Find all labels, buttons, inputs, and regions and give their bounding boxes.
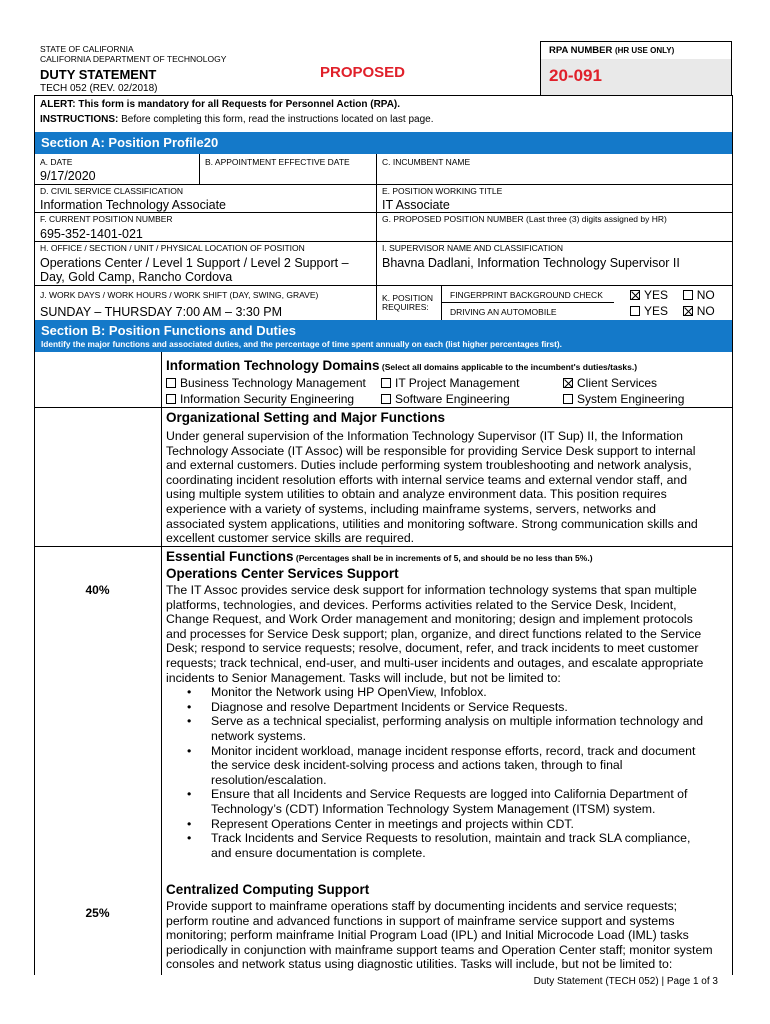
form-revision: TECH 052 (REV. 02/2018) xyxy=(40,83,158,94)
essential-heading xyxy=(166,548,593,566)
page-footer: Duty Statement (TECH 052) | Page 1 of 3 xyxy=(533,976,718,987)
text-line: Represent Operations Center in meetings and projects within CDT. xyxy=(211,816,574,831)
supervisor-value[interactable]: Bhavna Dadlani, Information Technology Supervisor II xyxy=(382,256,680,270)
supervisor-label: I. SUPERVISOR NAME AND CLASSIFICATION xyxy=(382,243,564,253)
function-title: Operations Center Services Support xyxy=(166,566,399,581)
driving-label: DRIVING AN AUTOMOBILE xyxy=(450,307,557,317)
text-line: Technology Associate (IT Assoc) will be responsible for providing Service Desk support to internal xyxy=(166,443,696,458)
domain-checkbox[interactable] xyxy=(563,394,573,404)
text-line: network systems. xyxy=(211,728,306,743)
proposed-stamp: PROPOSED xyxy=(320,64,406,81)
bullet-icon: • xyxy=(187,831,192,846)
domain-label: System Engineering xyxy=(577,392,685,406)
driving-yes-checkbox[interactable] xyxy=(630,306,640,316)
list-item xyxy=(187,714,728,743)
text-line: Provide support to mainframe operations staff by documenting incidents and service requests; xyxy=(166,899,678,913)
function-description xyxy=(166,899,728,972)
domain-label: Client Services xyxy=(577,376,658,390)
appointment-date-label: B. APPOINTMENT EFFECTIVE DATE xyxy=(205,157,350,167)
domain-checkbox[interactable] xyxy=(381,378,391,388)
state-label: STATE OF CALIFORNIA xyxy=(40,44,134,54)
bullet-icon: • xyxy=(187,699,192,714)
text-line: Serve as a technical specialist, performing analysis on multiple information technology and xyxy=(211,714,704,729)
domain-label: Business Technology Management xyxy=(180,376,366,390)
essential-title: Essential Functions xyxy=(166,549,294,564)
domains-note: (Select all domains applicable to the incumbent's duties/tasks.) xyxy=(379,362,638,372)
text-line: and processes for Service Desk support; plan, organize, and direct functions related to the Service xyxy=(166,626,702,641)
incumbent-label: C. INCUMBENT NAME xyxy=(382,157,471,167)
section-b-title: Section B: Position Functions and Duties xyxy=(41,323,296,338)
domain-checkbox[interactable] xyxy=(166,394,176,404)
text-line: Technology’s (CDT) Information Technology System Management (ITSM) system. xyxy=(211,801,656,816)
text-line: experience with a variety of systems, including mainframe systems, servers, networks and xyxy=(166,501,657,516)
function-title: Centralized Computing Support xyxy=(166,882,370,897)
yes-label: YES xyxy=(644,304,669,318)
text-line: monitoring; perform mainframe Initial Program Load (IPL) and Initial Microcode Load (IML) tasks xyxy=(166,928,689,943)
fingerprint-no-checkbox[interactable] xyxy=(683,290,693,300)
bullet-icon: • xyxy=(187,685,192,700)
domains-title: Information Technology Domains xyxy=(166,358,380,373)
text-line: Ensure that all Incidents and Service Requests are logged into California Department of xyxy=(211,787,688,802)
requires-label-1: K. POSITION xyxy=(382,293,434,303)
date-value[interactable]: 9/17/2020 xyxy=(40,169,96,183)
classification-value[interactable]: Information Technology Associate xyxy=(40,198,226,212)
domain-label: Information Security Engineering xyxy=(180,392,355,406)
list-item xyxy=(187,831,728,860)
current-position-label: F. CURRENT POSITION NUMBER xyxy=(40,214,173,224)
rpa-note: (HR USE ONLY) xyxy=(614,46,675,55)
list-item xyxy=(187,816,728,832)
bullet-icon: • xyxy=(187,787,192,802)
domain-system-eng[interactable] xyxy=(563,392,684,406)
rpa-box xyxy=(540,41,732,95)
instructions-body: Before completing this form, read the instructions located on last page. xyxy=(118,114,434,125)
workdays-label: J. WORK DAYS / WORK HOURS / WORK SHIFT (DAY, SWING, GRAVE) xyxy=(40,290,319,300)
text-line: consoles and network status using diagnostic utilities. Tasks will include, but not be limited to: xyxy=(166,957,673,972)
date-label: A. DATE xyxy=(40,157,73,167)
domain-label: Software Engineering xyxy=(395,392,510,406)
text-line: and external customers. Duties include performing system troubleshooting and network analysis, xyxy=(166,458,692,473)
text-line: Under general supervision of the Information Technology Supervisor (IT Sup) II, the Information xyxy=(166,429,683,443)
text-line: Diagnose and resolve Department Incidents or Service Requests. xyxy=(211,699,568,714)
function-percent: 40% xyxy=(85,583,110,597)
text-line: resolution/escalation. xyxy=(211,772,327,787)
function-percent: 25% xyxy=(85,906,110,920)
office-value-line1[interactable]: Operations Center / Level 1 Support / Level 2 Support – xyxy=(40,256,349,270)
bullet-icon: • xyxy=(187,816,192,831)
fingerprint-label: FINGERPRINT BACKGROUND CHECK xyxy=(450,290,603,300)
rpa-label: RPA NUMBER xyxy=(549,45,613,56)
working-title-label: E. POSITION WORKING TITLE xyxy=(382,186,503,196)
text-line: perform routine and advanced functions in support of mainframe service support and systems xyxy=(166,913,675,928)
text-line: and ensure documentation is complete. xyxy=(211,845,426,860)
bullet-icon: • xyxy=(187,743,192,758)
task-list xyxy=(166,685,728,860)
driving-options xyxy=(630,304,715,318)
text-line: excellent customer service skills are required. xyxy=(166,531,415,546)
no-label: NO xyxy=(696,304,715,318)
function-description xyxy=(166,583,728,860)
text-line: associated system applications, utilities and monitoring software. Strong communication skills and xyxy=(166,516,698,531)
text-line: requests; track technical, end-user, and multi-user incidents and outages, and escalate appropriate xyxy=(166,655,704,670)
department-label: CALIFORNIA DEPARTMENT OF TECHNOLOGY xyxy=(40,54,227,64)
org-setting-title: Organizational Setting and Major Functions xyxy=(166,410,446,425)
instructions-text xyxy=(40,114,434,125)
domains-heading xyxy=(166,357,637,375)
text-line: Change Request, and Work Order management and monitoring; design and implement protocols xyxy=(166,612,693,627)
alert-text: ALERT: This form is mandatory for all Requests for Personnel Action (RPA). xyxy=(40,99,401,110)
no-label: NO xyxy=(696,288,715,302)
fingerprint-yes-checkbox[interactable] xyxy=(630,290,640,300)
domain-checkbox[interactable] xyxy=(563,378,573,388)
form-title: DUTY STATEMENT xyxy=(40,67,157,82)
org-setting-text xyxy=(166,429,728,546)
working-title-value[interactable]: IT Associate xyxy=(382,198,450,212)
list-item xyxy=(187,743,728,788)
yes-label: YES xyxy=(644,288,669,302)
domain-business-tech[interactable] xyxy=(166,376,366,390)
domain-software-eng[interactable] xyxy=(381,392,510,406)
domain-info-security[interactable] xyxy=(166,392,354,406)
requires-label-2: REQUIRES: xyxy=(382,302,429,312)
list-item xyxy=(187,787,728,816)
text-line: the service desk incident-solving process and actions taken, through to final xyxy=(211,758,623,773)
instructions-label: INSTRUCTIONS: xyxy=(40,114,119,125)
text-line: coordinating incident resolution efforts with internal service teams and external vendor staff, and xyxy=(166,472,688,487)
text-line: Monitor incident workload, manage incident response efforts, record, track and document xyxy=(211,743,696,758)
list-item xyxy=(187,685,728,700)
office-label: H. OFFICE / SECTION / UNIT / PHYSICAL LOCATION OF POSITION xyxy=(40,243,305,253)
current-position-value[interactable]: 695-352-1401-021 xyxy=(40,227,143,241)
text-line: The IT Assoc provides service desk support for information technology systems that span multiple xyxy=(166,583,697,597)
workdays-value[interactable]: SUNDAY – THURSDAY 7:00 AM – 3:30 PM xyxy=(40,305,282,319)
domain-label: IT Project Management xyxy=(395,376,520,390)
office-value-line2[interactable]: Day, Gold Camp, Rancho Cordova xyxy=(40,270,233,284)
text-line: Monitor the Network using HP OpenView, Infoblox. xyxy=(211,685,487,700)
text-line: periodically in conjunction with mainframe support teams and Operation Center staff; monitor system xyxy=(166,942,713,957)
section-b-subtitle: Identify the major functions and associated duties, and the percentage of time spent annually on each (list higher percentages first). xyxy=(41,339,562,349)
text-line: incidents to Senior Management. Tasks will include, but not be limited to: xyxy=(166,670,561,685)
essential-note: (Percentages shall be in increments of 5, and should be no less than 5%.) xyxy=(293,553,593,563)
proposed-position-label: G. PROPOSED POSITION NUMBER (Last three (3) digits assigned by HR) xyxy=(382,214,667,224)
text-line: Track Incidents and Service Requests to resolution, maintain and track SLA compliance, xyxy=(211,831,691,846)
section-b-header xyxy=(35,320,732,352)
rpa-number[interactable]: 20-091 xyxy=(549,66,602,85)
fingerprint-options xyxy=(630,288,715,302)
text-line: Desk; respond to service requests; resolve, document, refer, and track incidents to meet customer xyxy=(166,641,699,656)
text-line: using multiple system utilities to obtain and analyze environment data. This position requires xyxy=(166,487,667,502)
list-item xyxy=(187,699,728,715)
section-a-header xyxy=(35,132,732,154)
section-a-title: Section A: Position Profile20 xyxy=(41,135,219,150)
domain-checkbox[interactable] xyxy=(166,378,176,388)
bullet-icon: • xyxy=(187,714,192,729)
domain-checkbox[interactable] xyxy=(381,394,391,404)
text-line: platforms, technologies, and devices. Performs activities related to the Service Desk, Incident, xyxy=(166,597,677,612)
domain-project-mgmt[interactable] xyxy=(381,376,520,390)
driving-no-checkbox[interactable] xyxy=(683,306,693,316)
domain-client-services[interactable] xyxy=(563,376,657,390)
classification-label: D. CIVIL SERVICE CLASSIFICATION xyxy=(40,186,183,196)
